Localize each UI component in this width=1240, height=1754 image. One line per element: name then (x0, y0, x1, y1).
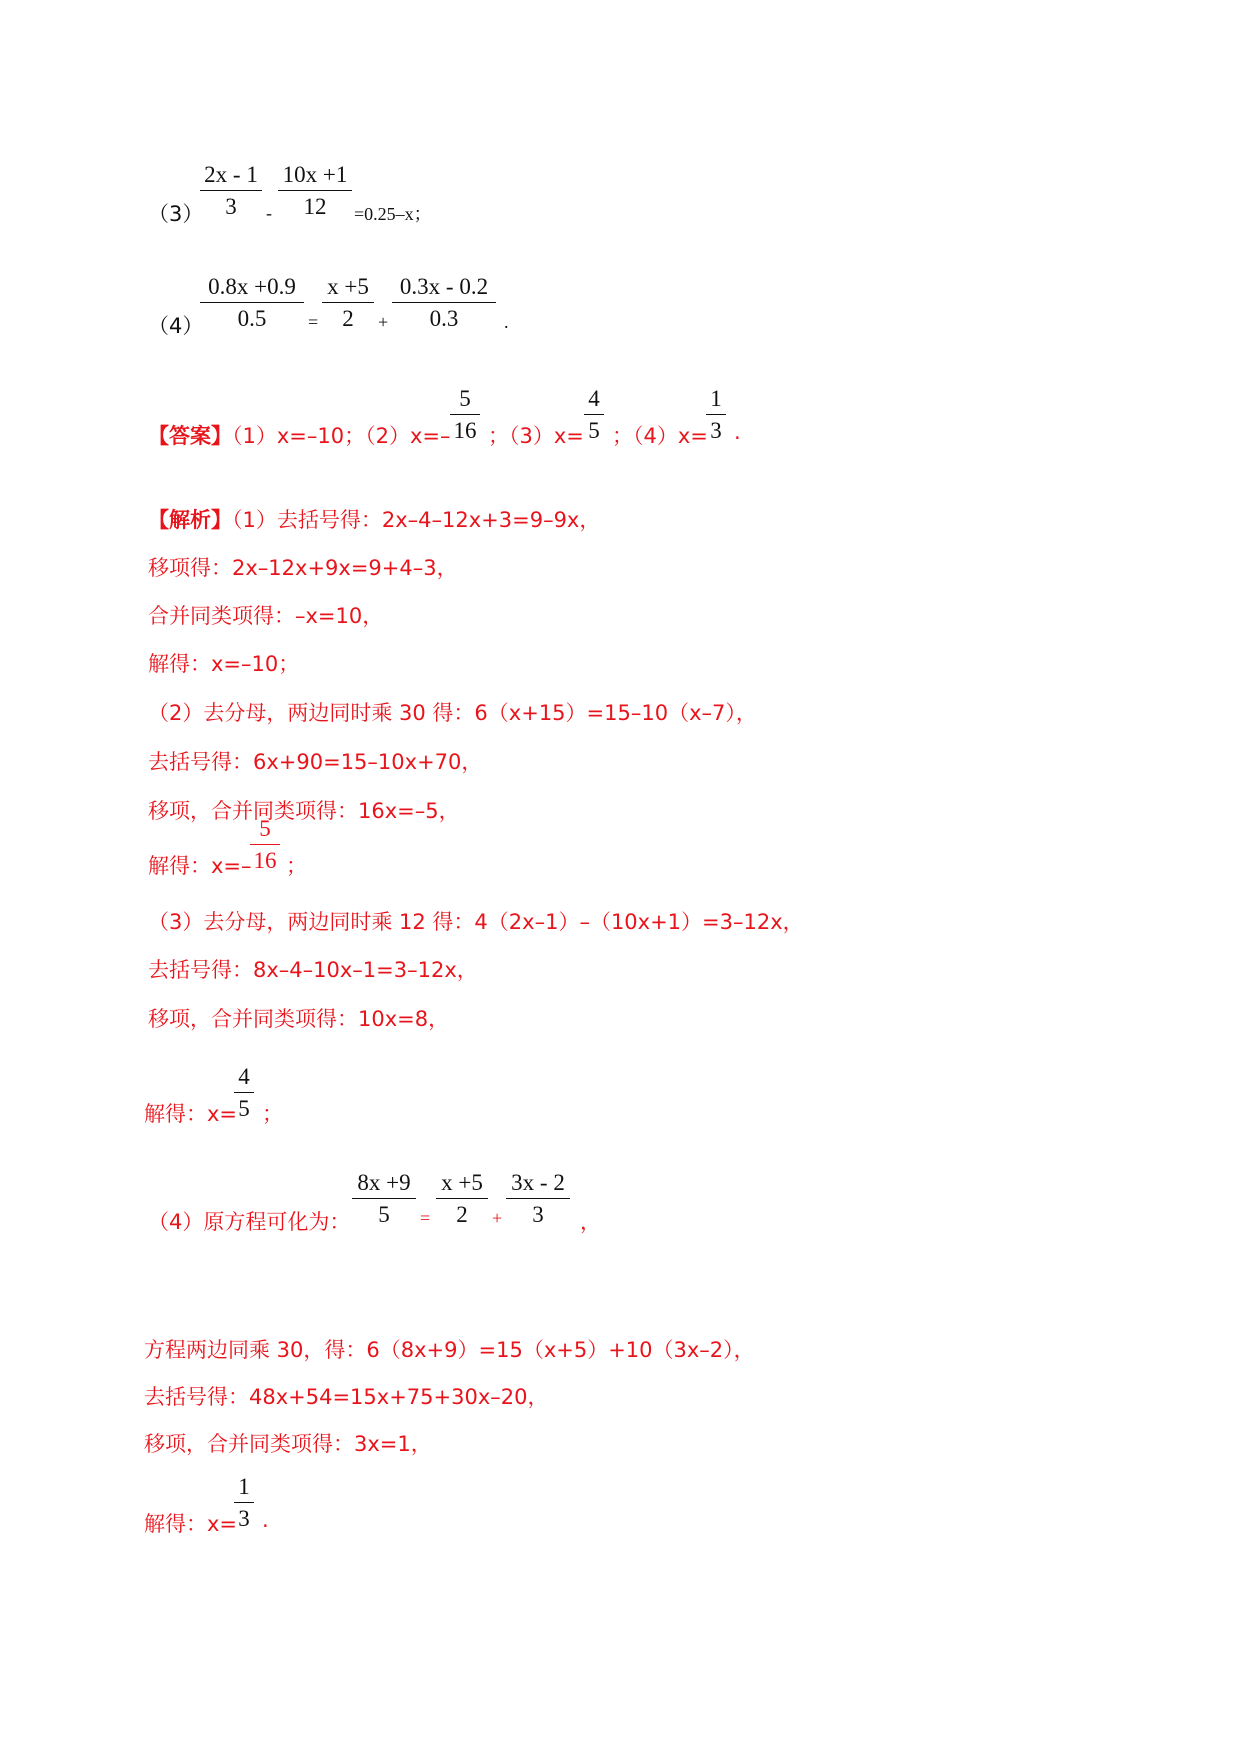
problem-4-fraction-3 (392, 272, 496, 335)
fraction-numerator: 8x +9 (352, 1168, 416, 1199)
fraction-numerator: 0.3x - 0.2 (392, 272, 496, 303)
fraction-numerator: 3x - 2 (506, 1168, 570, 1199)
solution-text: （1）去括号得：2x–4–12x+3=9–9x， (232, 508, 601, 532)
solution-4-fraction-1 (352, 1168, 416, 1231)
solution-line-prefix: 解得：x=– (148, 854, 252, 878)
fraction-numerator: x +5 (436, 1168, 488, 1199)
solution-line-prefix: 解得：x= (144, 1512, 238, 1536)
solution-4-final-fraction (234, 1472, 254, 1535)
problem-3-fraction-1 (200, 160, 262, 223)
period: . (504, 312, 509, 332)
answer-3-group (488, 420, 584, 450)
plus-sign: + (492, 1208, 503, 1228)
solution-line-end: ， (580, 1210, 601, 1234)
solution-3-fraction (234, 1062, 254, 1125)
solution-line: 移项，合并同类项得：16x=–5， (148, 799, 460, 823)
solution-line: 去括号得：6x+90=15–10x+70， (148, 750, 483, 774)
minus-sign: - (266, 203, 272, 223)
solution-line-end: . (262, 1508, 269, 1532)
answer-line (148, 420, 451, 450)
answer-3-fraction (584, 384, 604, 447)
solution-line-end: ； (286, 854, 307, 878)
solution-line-1 (148, 504, 600, 534)
answer-4-prefix: （4）x= (633, 424, 708, 448)
solution-line: 合并同类项得：–x=10， (148, 604, 384, 628)
solution-line: 去括号得：8x–4–10x–1=3–12x， (148, 958, 478, 982)
problem-4-fraction-2 (322, 272, 374, 335)
problem-4-fraction-1 (200, 272, 304, 335)
fraction-denominator: 3 (238, 1506, 250, 1531)
fraction-denominator: 16 (453, 418, 477, 443)
answer-separator: ； (488, 424, 509, 448)
fraction-denominator: 3 (225, 194, 237, 219)
solution-line: 移项，合并同类项得：3x=1， (144, 1432, 432, 1456)
fraction-denominator: 0.5 (237, 306, 267, 331)
fraction-denominator: 12 (303, 194, 327, 219)
solution-line: 方程两边同乘 30，得：6（8x+9）=15（x+5）+10（3x–2）， (144, 1338, 755, 1362)
fraction-numerator: x +5 (322, 272, 374, 303)
equals-sign: = (420, 1208, 431, 1228)
fraction-denominator: 5 (378, 1202, 390, 1227)
solution-line-end: ； (262, 1102, 283, 1126)
fraction-numerator: 0.8x +0.9 (200, 272, 304, 303)
solution-line-prefix: （4）原方程可化为： (148, 1210, 351, 1234)
fraction-denominator: 16 (253, 848, 277, 873)
fraction-denominator: 0.3 (429, 306, 459, 331)
equals-sign: = (308, 312, 319, 332)
solution-line: 移项，合并同类项得：10x=8， (148, 1007, 450, 1031)
fraction-denominator: 2 (342, 306, 354, 331)
fraction-denominator: 3 (532, 1202, 544, 1227)
answer-2-fraction (450, 384, 480, 447)
answer-2-prefix: （2）x=– (365, 424, 451, 448)
solution-2-fraction (250, 814, 280, 877)
solution-line: 解得：x=–10； (148, 652, 300, 676)
fraction-numerator: 4 (584, 384, 604, 415)
answer-3-prefix: （3）x= (509, 424, 584, 448)
fraction-numerator: 1 (706, 384, 726, 415)
solution-tag: 【解析】 (148, 508, 232, 532)
answer-end: . (734, 420, 741, 444)
solution-line: 移项得：2x–12x+9x=9+4–3， (148, 556, 458, 580)
fraction-numerator: 5 (450, 384, 480, 415)
answer-1: （1）x=–10； (232, 424, 366, 448)
answer-4-group (612, 420, 708, 450)
fraction-numerator: 2x - 1 (200, 160, 262, 191)
fraction-numerator: 4 (234, 1062, 254, 1093)
fraction-denominator: 3 (710, 418, 722, 443)
solution-line: （2）去分母，两边同时乘 30 得：6（x+15）=15–10（x–7）， (148, 701, 757, 725)
solution-line-prefix: 解得：x= (144, 1102, 238, 1126)
answer-tag: 【答案】 (148, 424, 232, 448)
answer-separator: ； (612, 424, 633, 448)
problem-3-label: （3） (148, 202, 204, 226)
solution-line: 去括号得：48x+54=15x+75+30x–20， (144, 1385, 549, 1409)
solution-4-fraction-2 (436, 1168, 488, 1231)
problem-3-fraction-2 (278, 160, 352, 223)
problem-4-label: （4） (148, 314, 204, 338)
solution-line: （3）去分母，两边同时乘 12 得：4（2x–1）–（10x+1）=3–12x， (148, 910, 804, 934)
fraction-numerator: 1 (234, 1472, 254, 1503)
plus-sign: + (378, 312, 389, 332)
solution-4-fraction-3 (506, 1168, 570, 1231)
fraction-denominator: 5 (588, 418, 600, 443)
fraction-numerator: 5 (250, 814, 280, 845)
fraction-denominator: 2 (456, 1202, 468, 1227)
fraction-denominator: 5 (238, 1096, 250, 1121)
answer-4-fraction (706, 384, 726, 447)
problem-3-rhs: =0.25–x； (354, 204, 432, 224)
fraction-numerator: 10x +1 (278, 160, 352, 191)
